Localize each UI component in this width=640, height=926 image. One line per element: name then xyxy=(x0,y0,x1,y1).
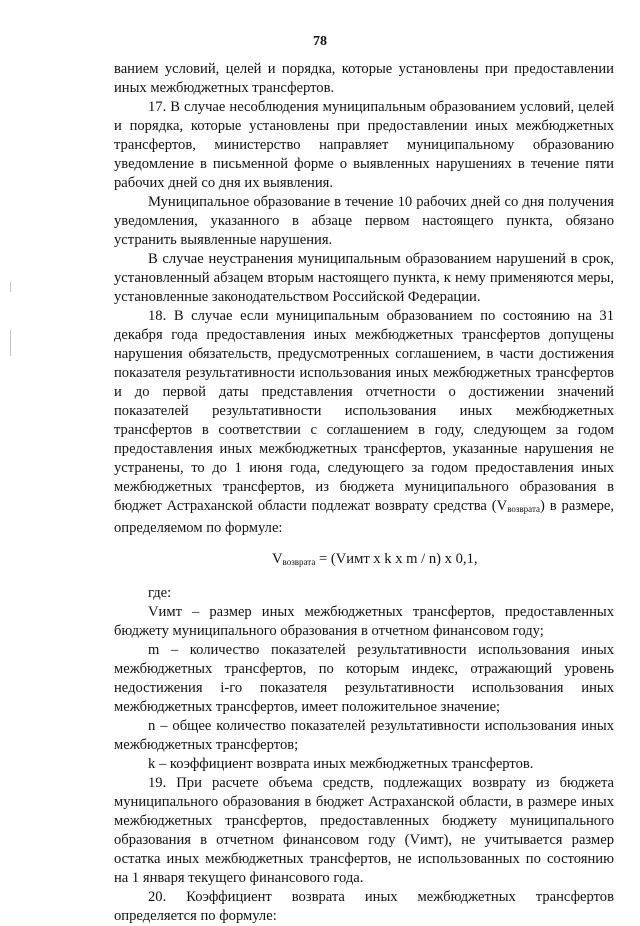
paragraph-18-subscript: возврата xyxy=(507,504,540,514)
scan-edge-mark xyxy=(10,330,11,356)
paragraph-18-text: 18. В случае если муниципальным образованием по состоянию на 31 декабря года предоставления иных межбюджетных трансфертов допущены нарушения обязательств, предусмотренных соглашением, в части достижения показателя результативности использования иных межбюджетных трансфертов и до первой даты представления отчетности о достижении значений показателей результативности использования иных межбюджетных трансфертов в соответствии с соглашением в году, следующем за годом предоставления иных межбюджетных трансфертов, указанные нарушения не устранены, то до 1 июня года, следующего за годом предоставления иных межбюджетных трансфертов, из бюджета муниципального образования в бюджет Астраханской области подлежат возврату средства (V xyxy=(114,308,614,514)
paragraph-19: 19. При расчете объема средств, подлежащих возврату из бюджета муниципального образования в бюджет Астраханской области, в размере иных межбюджетных трансфертов, предоставленных бюджету муниципального образования в отчетном финансовом году (Vимт), не учитывается размер остатка иных межбюджетных трансфертов, не использованных по состоянию на 1 января текущего финансового года. xyxy=(114,775,614,886)
where-label: где: xyxy=(148,585,172,601)
formula-subscript: возврата xyxy=(282,557,316,567)
definition-vimt: Vимт – размер иных межбюджетных трансфертов, предоставленных бюджету муниципального образования в отчетном финансовом году; xyxy=(114,604,614,639)
body-text xyxy=(114,60,614,926)
paragraph-17-part-3: В случае неустранения муниципальным образованием нарушений в срок, установленный абзацем вторым настоящего пункта, к нему применяются меры, установленные законодательством Российской Федерации. xyxy=(114,251,614,305)
paragraph-17-part-2: Муниципальное образование в течение 10 рабочих дней со дня получения уведомления, указанного в абзаце первом настоящего пункта, обязано устранить выявленные нарушения. xyxy=(114,194,614,248)
paragraph-20: 20. Коэффициент возврата иных межбюджетных трансфертов определяется по формуле: xyxy=(114,889,614,924)
definition-n: n – общее количество показателей результативности использования иных межбюджетных трансфертов; xyxy=(114,718,614,753)
paragraph-17: 17. В случае несоблюдения муниципальным образованием условий, целей и порядка, которые установлены при предоставлении иных межбюджетных трансфертов, министерство направляет муниципальному образованию уведомление в письменной форме о выявленных нарушениях в течение пяти рабочих дней со дня их выявления. xyxy=(114,99,614,191)
definition-m: m – количество показателей результативности использования иных межбюджетных трансфертов, по которым индекс, отражающий уровень недостижения i-го показателя результативности использования иных межбюджетных трансфертов, имеет положительное значение; xyxy=(114,642,614,715)
paragraph-continuation: ванием условий, целей и порядка, которые установлены при предоставлении иных межбюджетных трансфертов. xyxy=(114,61,614,96)
formula-return-amount xyxy=(114,550,614,572)
scan-edge-mark xyxy=(10,282,11,292)
formula-symbol: V xyxy=(272,551,283,567)
page-number: 78 xyxy=(313,34,327,49)
paragraph-18 xyxy=(114,307,614,538)
paragraph-18-tail: ) в размере, определяемом по формуле: xyxy=(114,498,614,536)
definition-k: k – коэффициент возврата иных межбюджетных трансфертов. xyxy=(148,756,534,772)
formula-expression: = (Vимт x k x m / n) x 0,1, xyxy=(315,551,478,567)
